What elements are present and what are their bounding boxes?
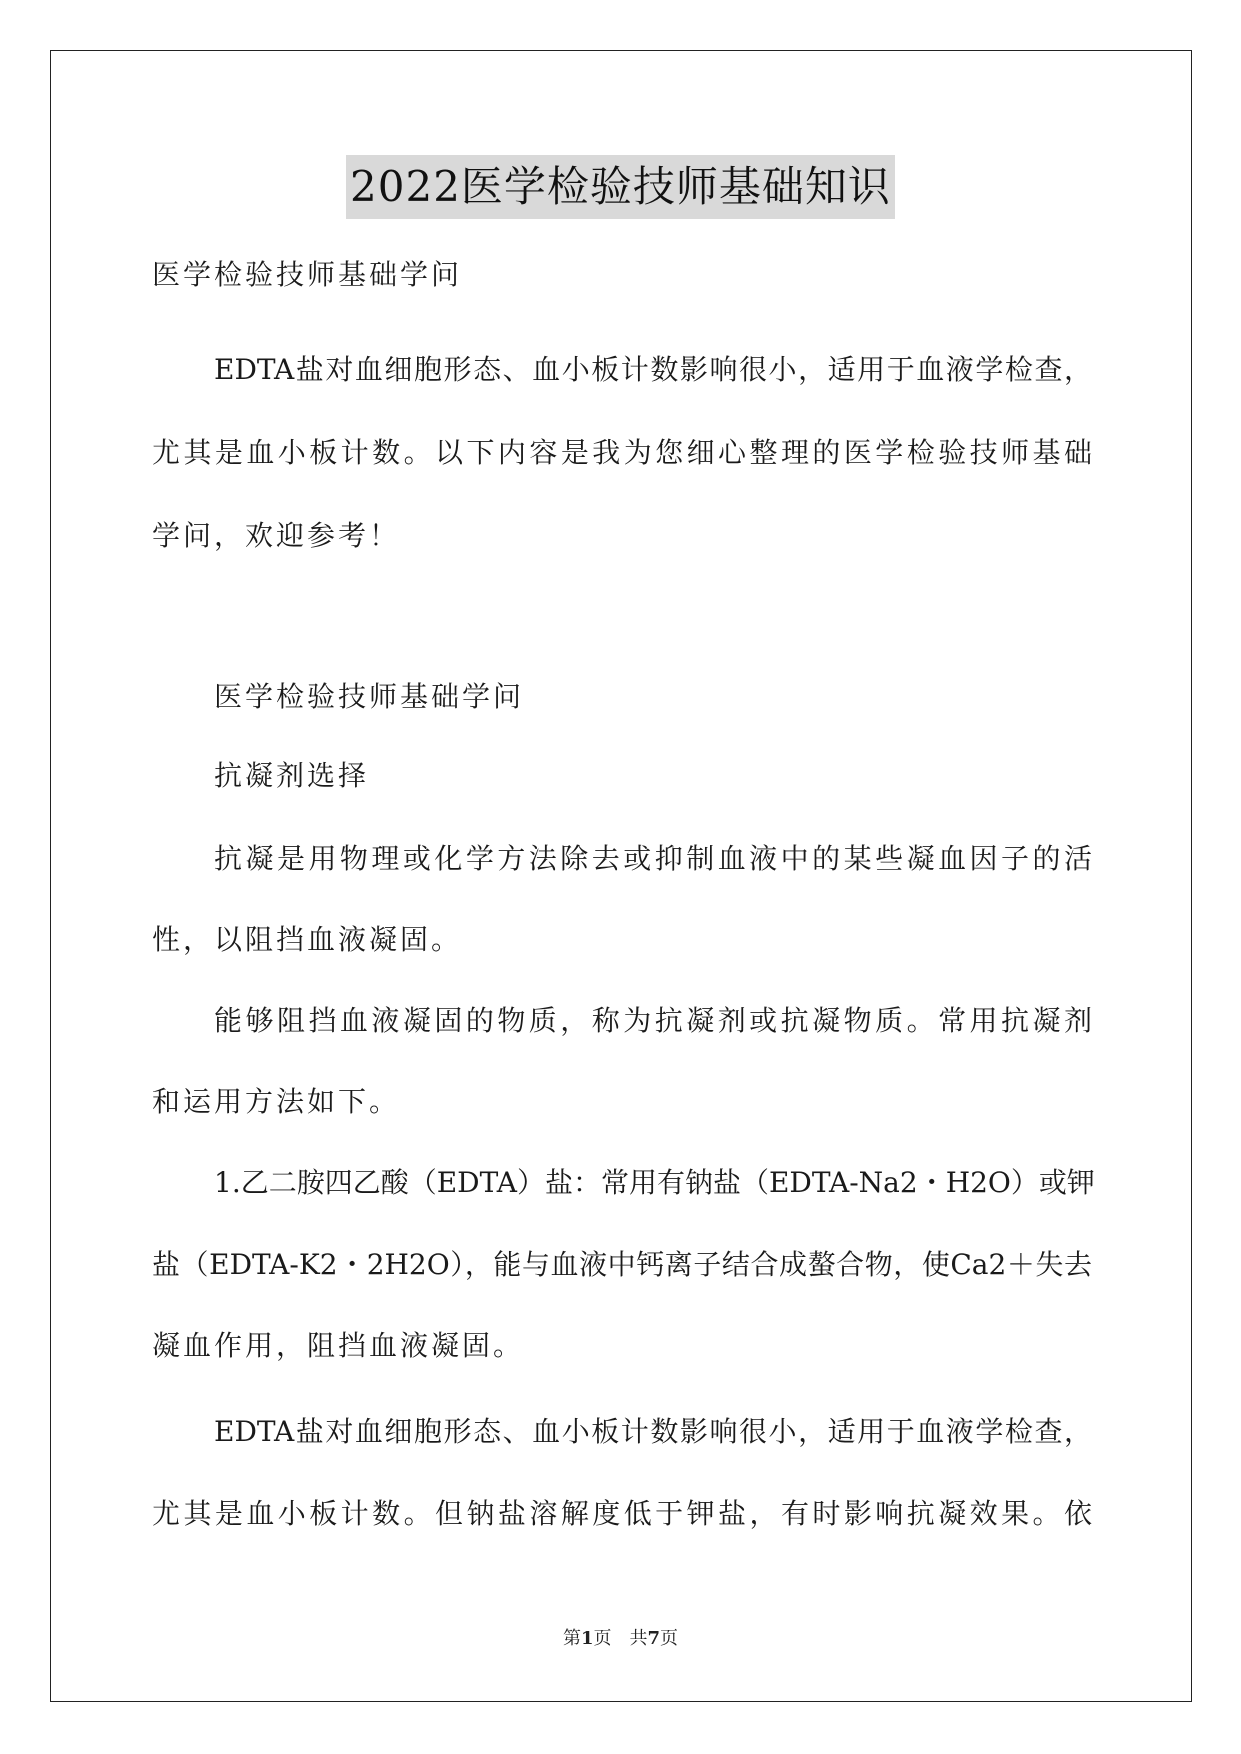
- paragraph-line: EDTA盐对血细胞形态、血小板计数影响很小，适用于血液学检查，: [214, 353, 1092, 386]
- title-container: [0, 155, 1241, 219]
- document-title: 2022医学检验技师基础知识: [346, 155, 895, 219]
- paragraph-line: 1.乙二胺四乙酸（EDTA）盐：常用有钠盐（EDTA-Na2・H2O）或钾: [214, 1166, 1095, 1199]
- paragraph-line: 尤其是血小板计数。以下内容是我为您细心整理的医学检验技师基础: [152, 436, 1092, 469]
- paragraph-line: 医学检验技师基础学问: [152, 258, 463, 291]
- paragraph-line: EDTA盐对血细胞形态、血小板计数影响很小，适用于血液学检查，: [214, 1415, 1092, 1448]
- paragraph-line: 性，以阻挡血液凝固。: [152, 923, 463, 956]
- footer-suffix: 页: [660, 1628, 679, 1649]
- paragraph-line: 学问，欢迎参考！: [152, 519, 401, 552]
- footer-page-total: 7: [647, 1628, 661, 1649]
- paragraph-line: 能够阻挡血液凝固的物质，称为抗凝剂或抗凝物质。常用抗凝剂: [214, 1004, 1092, 1037]
- paragraph-line: 医学检验技师基础学问: [214, 680, 525, 713]
- paragraph-line: 尤其是血小板计数。但钠盐溶解度低于钾盐，有时影响抗凝效果。依: [152, 1497, 1092, 1530]
- paragraph-line: 抗凝是用物理或化学方法除去或抑制血液中的某些凝血因子的活: [214, 842, 1092, 875]
- footer-page-current: 1: [580, 1628, 594, 1649]
- page-footer: [0, 1626, 1241, 1652]
- paragraph-line: 盐（EDTA-K2・2H2O），能与血液中钙离子结合成螯合物，使Ca2＋失去: [152, 1248, 1092, 1281]
- paragraph-line: 和运用方法如下。: [152, 1085, 401, 1118]
- footer-prefix: 第: [562, 1628, 581, 1649]
- paragraph-line: 凝血作用，阻挡血液凝固。: [152, 1329, 525, 1362]
- footer-mid: 页 共: [593, 1628, 648, 1649]
- paragraph-line: 抗凝剂选择: [214, 759, 370, 792]
